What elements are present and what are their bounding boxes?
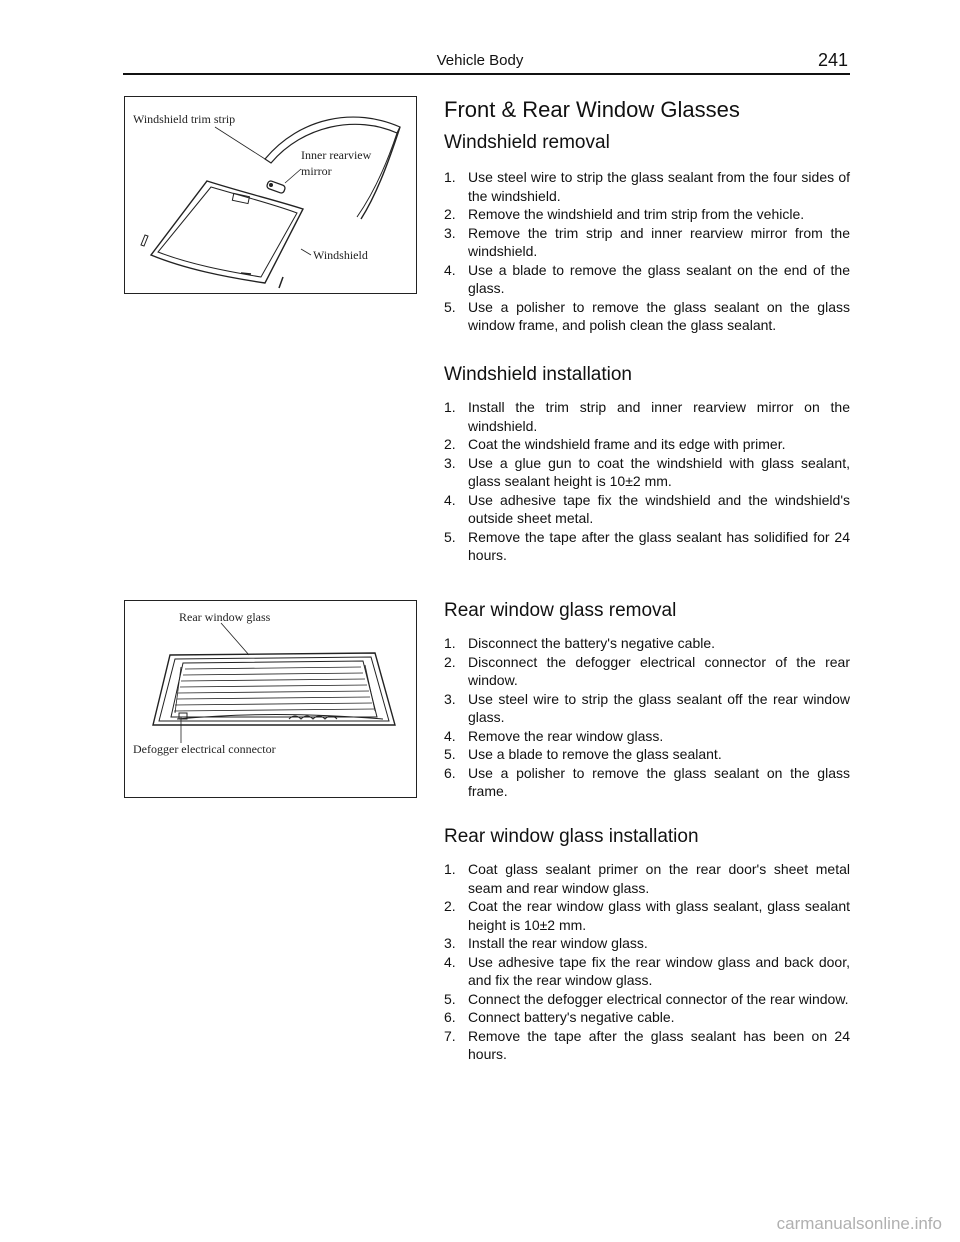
- section-heading-windshield-removal: Windshield removal: [444, 132, 610, 153]
- step-item: 6. Use a polisher to remove the glass sealant on the glass frame.: [444, 764, 850, 799]
- label-mirror-line1: Inner rearview: [301, 148, 372, 162]
- step-item: 5. Use a polisher to remove the glass sealant on the glass window frame, and polish clean the glass sealant.: [444, 298, 850, 333]
- step-item: 1. Coat glass sealant primer on the rear door's sheet metal seam and rear window glass.: [444, 861, 850, 896]
- step-item: 3. Use a glue gun to coat the windshield with glass sealant, glass sealant height is 10±2 mm.: [444, 454, 850, 489]
- step-item: 5. Remove the tape after the glass sealant has solidified for 24 hours.: [444, 528, 850, 563]
- step-item: 4. Remove the rear window glass.: [444, 727, 664, 744]
- section-heading-rear-glass-installation: Rear window glass installation: [444, 826, 699, 847]
- page-number: 241: [817, 50, 848, 70]
- rear-glass-drawing: [171, 661, 377, 717]
- header-title: Vehicle Body: [436, 52, 524, 69]
- step-item: 1. Disconnect the battery's negative cable.: [444, 635, 716, 651]
- label-defogger: Defogger electrical connector: [133, 742, 276, 756]
- text-column: [444, 0, 850, 1242]
- label-mirror-line2: mirror: [301, 164, 332, 178]
- step-item: 4. Use adhesive tape fix the windshield and the windshield's outside sheet metal.: [444, 491, 850, 526]
- steps-windshield-removal: [444, 168, 850, 335]
- step-item: 6. Connect battery's negative cable.: [444, 1009, 675, 1025]
- label-windshield: Windshield: [313, 248, 368, 262]
- steps-rear-glass-removal: [444, 634, 850, 801]
- label-trim-strip: Windshield trim strip: [133, 112, 236, 126]
- step-item: 2. Disconnect the defogger electrical connector of the rear window.: [444, 653, 850, 688]
- step-item: 1. Install the trim strip and inner rearview mirror on the windshield.: [444, 399, 850, 434]
- section-heading-windshield-installation: Windshield installation: [444, 364, 632, 385]
- step-item: 4. Use adhesive tape fix the rear window glass and back door, and fix the rear window glass.: [444, 953, 850, 988]
- label-rear-glass: Rear window glass: [179, 610, 271, 624]
- step-item: 2. Coat the rear window glass with glass sealant, glass sealant height is 10±2 mm.: [444, 898, 850, 933]
- defogger-lines: [174, 665, 375, 713]
- main-title: Front & Rear Window Glasses: [444, 97, 740, 122]
- steps-windshield-installation: [444, 398, 850, 565]
- site-watermark: carmanualsonline.info: [776, 1214, 942, 1233]
- step-item: 2. Coat the windshield frame and its edge with primer.: [444, 436, 786, 452]
- step-item: 4. Use a blade to remove the glass sealant on the end of the glass.: [444, 261, 850, 296]
- step-item: 7. Remove the tape after the glass sealant has been on 24 hours.: [444, 1027, 850, 1062]
- figure-rear-window: [124, 600, 417, 798]
- step-item: 5. Connect the defogger electrical connector of the rear window.: [444, 990, 849, 1007]
- step-item: 5. Use a blade to remove the glass sealant.: [444, 746, 722, 762]
- step-item: 3. Install the rear window glass.: [444, 935, 648, 951]
- step-item: 2. Remove the windshield and trim strip from the vehicle.: [444, 206, 805, 222]
- step-item: 3. Use steel wire to strip the glass sealant off the rear window glass.: [444, 690, 850, 725]
- figure-windshield: [124, 96, 417, 294]
- step-item: 3. Remove the trim strip and inner rearview mirror from the windshield.: [444, 224, 850, 259]
- mirror-drawing: [266, 180, 286, 194]
- step-item: 1. Use steel wire to strip the glass sealant from the four sides of the windshield.: [444, 169, 850, 204]
- rear-window-illustration: [125, 601, 416, 797]
- windshield-illustration: [125, 97, 416, 293]
- section-heading-rear-glass-removal: Rear window glass removal: [444, 600, 677, 621]
- steps-rear-glass-installation: [444, 860, 850, 1064]
